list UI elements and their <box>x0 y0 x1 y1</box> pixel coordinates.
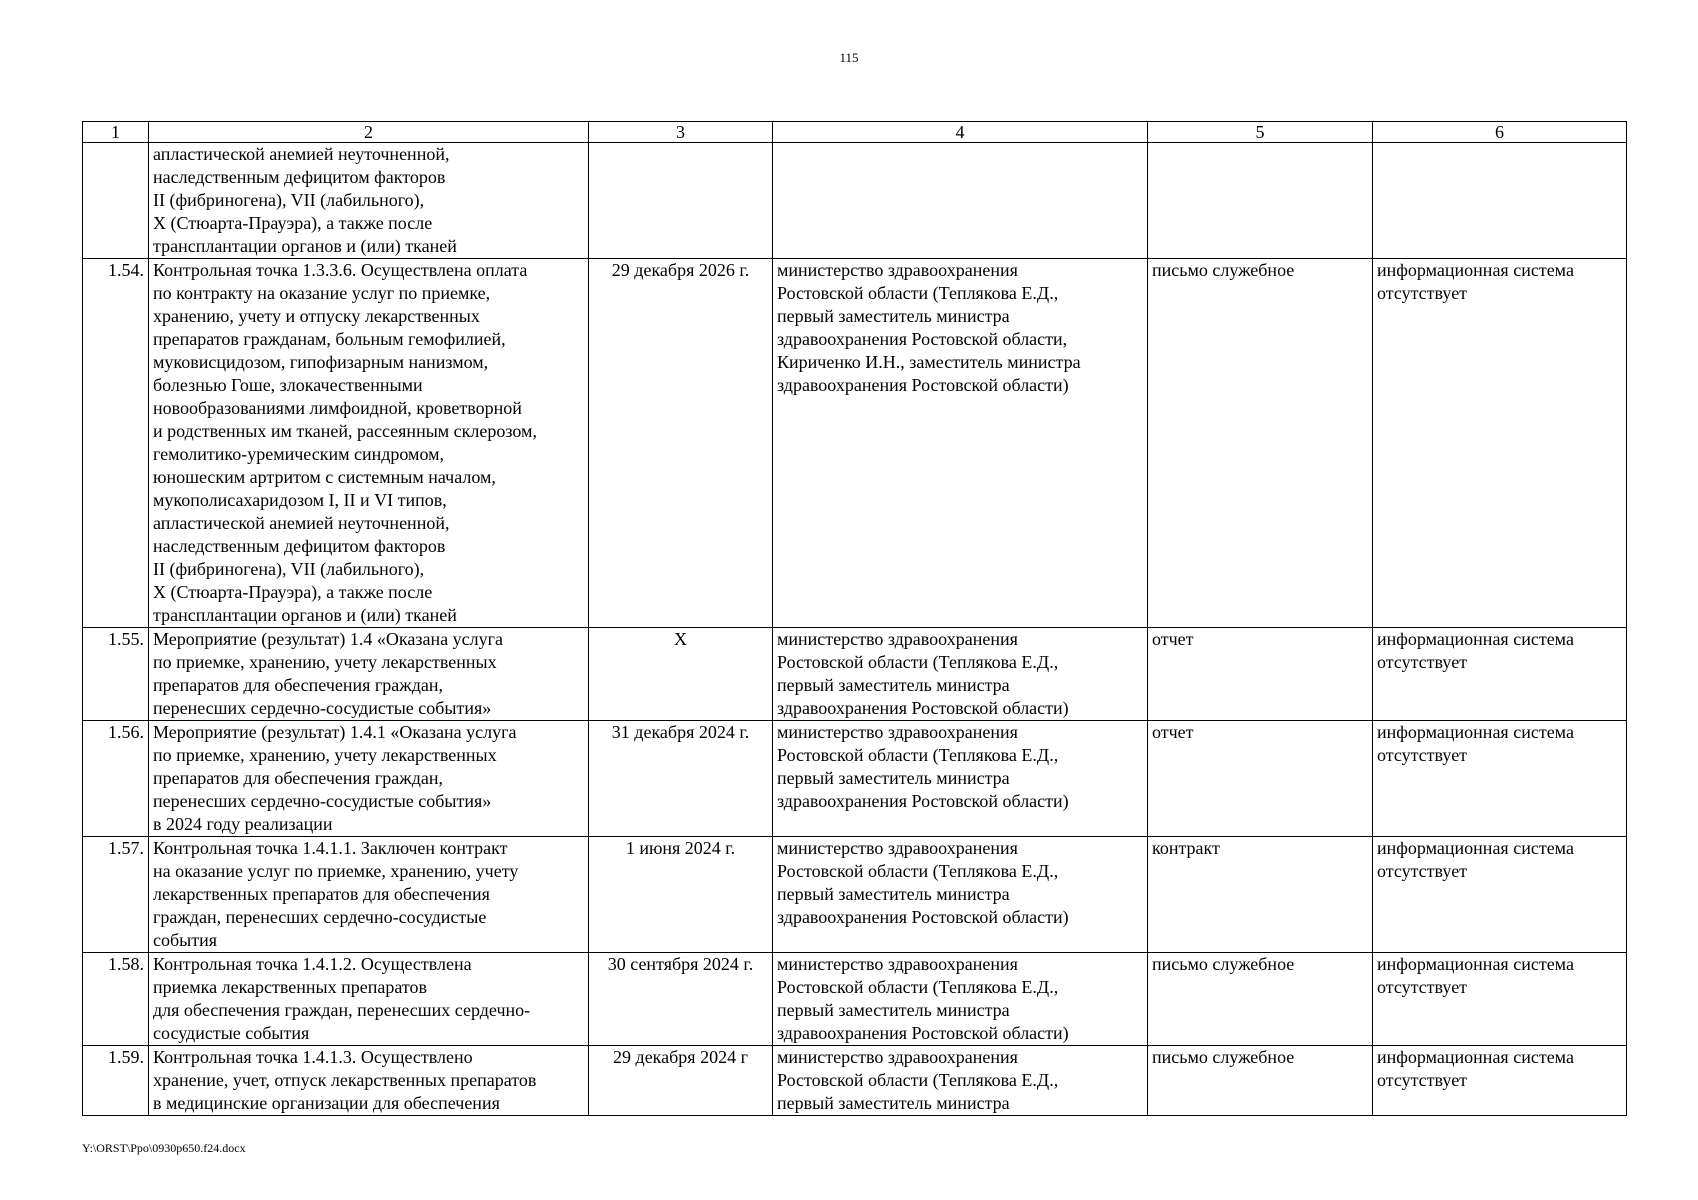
row-description-line: Мероприятие (результат) 1.4 «Оказана услуга <box>153 629 503 649</box>
header-row <box>83 122 1627 143</box>
row-description-line: в 2024 году реализации <box>153 814 333 834</box>
row-responsible <box>773 143 1148 259</box>
row-responsible-line: министерство здравоохранения <box>777 838 1018 858</box>
row-responsible-line: первый заместитель министра <box>777 884 1010 904</box>
row-info-system-line: информационная система <box>1377 629 1574 649</box>
row-number: 1.58. <box>83 953 149 1046</box>
row-description-line: гемолитико-уремическим синдромом, <box>153 444 444 464</box>
row-description <box>149 837 589 953</box>
row-description-line: Контрольная точка 1.4.1.3. Осуществлено <box>153 1047 473 1067</box>
row-responsible <box>773 721 1148 837</box>
row-document-type: контракт <box>1148 837 1373 953</box>
row-description-line: Контрольная точка 1.4.1.1. Заключен контракт <box>153 838 508 858</box>
row-info-system-line: отсутствует <box>1377 652 1468 672</box>
row-description-line: лекарственных препаратов для обеспечения <box>153 884 490 904</box>
row-responsible-line: министерство здравоохранения <box>777 722 1018 742</box>
row-description-line: апластической анемией неуточненной, <box>153 513 450 533</box>
row-description-line: апластической анемией неуточненной, <box>153 144 450 164</box>
row-description <box>149 953 589 1046</box>
row-responsible-line: здравоохранения Ростовской области) <box>777 1023 1069 1043</box>
control-points-table <box>82 121 1627 1116</box>
row-responsible-line: министерство здравоохранения <box>777 1047 1018 1067</box>
row-description-line: перенесших сердечно-сосудистые события» <box>153 698 492 718</box>
row-deadline <box>589 143 773 259</box>
row-description-line: юношеским артритом с системным началом, <box>153 467 496 487</box>
row-description <box>149 721 589 837</box>
table-row <box>83 628 1627 721</box>
row-responsible-line: первый заместитель министра <box>777 1000 1010 1020</box>
row-document-type: письмо служебное <box>1148 953 1373 1046</box>
row-description-line: приемка лекарственных препаратов <box>153 977 428 997</box>
row-responsible-line: Ростовской области (Теплякова Е.Д., <box>777 283 1059 303</box>
row-description-line: по контракту на оказание услуг по приемке, <box>153 283 491 303</box>
row-deadline: 1 июня 2024 г. <box>589 837 773 953</box>
page-number: 115 <box>839 50 859 65</box>
row-description-line: новообразованиями лимфоидной, кроветворной <box>153 398 522 418</box>
row-responsible-line: первый заместитель министра <box>777 675 1010 695</box>
row-responsible-line: Ростовской области (Теплякова Е.Д., <box>777 861 1059 881</box>
row-description <box>149 259 589 628</box>
row-description-line: препаратов для обеспечения граждан, <box>153 768 444 788</box>
row-info-system-line: информационная система <box>1377 722 1574 742</box>
row-info-system <box>1373 143 1627 259</box>
row-description <box>149 143 589 259</box>
header-cell-3: 3 <box>589 122 773 143</box>
row-info-system-line: информационная система <box>1377 1047 1574 1067</box>
table-row <box>83 953 1627 1046</box>
row-responsible-line: здравоохранения Ростовской области) <box>777 698 1069 718</box>
row-description-line: Контрольная точка 1.3.3.6. Осуществлена оплата <box>153 260 528 280</box>
row-number: 1.56. <box>83 721 149 837</box>
row-document-type <box>1148 143 1373 259</box>
table-row <box>83 837 1627 953</box>
row-number <box>83 143 149 259</box>
row-description <box>149 1046 589 1116</box>
row-deadline: 29 декабря 2026 г. <box>589 259 773 628</box>
row-responsible-line: министерство здравоохранения <box>777 260 1018 280</box>
row-responsible <box>773 259 1148 628</box>
file-path-footer: Y:\ORST\Ppo\0930p650.f24.docx <box>82 1141 246 1155</box>
row-number: 1.57. <box>83 837 149 953</box>
row-description-line: II (фибриногена), VII (лабильного), <box>153 190 425 210</box>
row-responsible-line: первый заместитель министра <box>777 768 1010 788</box>
row-description-line: и родственных им тканей, рассеянным склерозом, <box>153 421 537 441</box>
row-description-line: граждан, перенесших сердечно-сосудистые <box>153 907 487 927</box>
table-row <box>83 1046 1627 1116</box>
row-deadline: 29 декабря 2024 г <box>589 1046 773 1116</box>
row-description-line: Мероприятие (результат) 1.4.1 «Оказана услуга <box>153 722 517 742</box>
row-deadline: 31 декабря 2024 г. <box>589 721 773 837</box>
row-description-line: по приемке, хранению, учету лекарственных <box>153 652 497 672</box>
row-description-line: Контрольная точка 1.4.1.2. Осуществлена <box>153 954 472 974</box>
row-description-line: мукополисахаридозом I, II и VI типов, <box>153 490 447 510</box>
row-number: 1.55. <box>83 628 149 721</box>
row-description-line: хранение, учет, отпуск лекарственных препаратов <box>153 1070 537 1090</box>
row-info-system <box>1373 721 1627 837</box>
table-row <box>83 259 1627 628</box>
row-responsible-line: первый заместитель министра <box>777 306 1010 326</box>
row-description-line: трансплантации органов и (или) тканей <box>153 236 457 256</box>
row-description-line: по приемке, хранению, учету лекарственных <box>153 745 497 765</box>
row-responsible <box>773 1046 1148 1116</box>
header-cell-5: 5 <box>1148 122 1373 143</box>
row-responsible-line: здравоохранения Ростовской области, <box>777 329 1068 349</box>
row-responsible <box>773 837 1148 953</box>
row-responsible-line: министерство здравоохранения <box>777 629 1018 649</box>
row-responsible <box>773 953 1148 1046</box>
row-description-line: сосудистые события <box>153 1023 310 1043</box>
row-description-line: препаратов для обеспечения граждан, <box>153 675 444 695</box>
row-info-system <box>1373 628 1627 721</box>
row-description-line: для обеспечения граждан, перенесших сердечно- <box>153 1000 531 1020</box>
row-description-line: в медицинские организации для обеспечения <box>153 1093 500 1113</box>
row-info-system-line: отсутствует <box>1377 283 1468 303</box>
header-cell-1: 1 <box>83 122 149 143</box>
row-document-type: письмо служебное <box>1148 259 1373 628</box>
row-responsible <box>773 628 1148 721</box>
row-description-line: перенесших сердечно-сосудистые события» <box>153 791 492 811</box>
header-cell-6: 6 <box>1373 122 1627 143</box>
row-info-system-line: информационная система <box>1377 260 1574 280</box>
row-description-line: II (фибриногена), VII (лабильного), <box>153 559 425 579</box>
row-deadline: 30 сентября 2024 г. <box>589 953 773 1046</box>
row-info-system-line: отсутствует <box>1377 977 1468 997</box>
row-info-system-line: отсутствует <box>1377 861 1468 881</box>
row-info-system-line: отсутствует <box>1377 1070 1468 1090</box>
row-info-system-line: информационная система <box>1377 838 1574 858</box>
row-number: 1.54. <box>83 259 149 628</box>
row-deadline: X <box>589 628 773 721</box>
header-cell-2: 2 <box>149 122 589 143</box>
row-description-line: X (Стюарта-Прауэра), а также после <box>153 582 433 602</box>
row-info-system-line: информационная система <box>1377 954 1574 974</box>
row-responsible-line: Ростовской области (Теплякова Е.Д., <box>777 745 1059 765</box>
row-info-system <box>1373 953 1627 1046</box>
row-description-line: на оказание услуг по приемке, хранению, учету <box>153 861 519 881</box>
row-info-system <box>1373 1046 1627 1116</box>
row-info-system <box>1373 259 1627 628</box>
row-description-line: наследственным дефицитом факторов <box>153 167 446 187</box>
row-responsible-line: Ростовской области (Теплякова Е.Д., <box>777 652 1059 672</box>
row-info-system <box>1373 837 1627 953</box>
row-info-system-line: отсутствует <box>1377 745 1468 765</box>
row-document-type: отчет <box>1148 721 1373 837</box>
table-row <box>83 143 1627 259</box>
row-description-line: трансплантации органов и (или) тканей <box>153 605 457 625</box>
row-description-line: болезнью Гоше, злокачественными <box>153 375 423 395</box>
row-responsible-line: здравоохранения Ростовской области) <box>777 375 1069 395</box>
table-row <box>83 721 1627 837</box>
row-responsible-line: министерство здравоохранения <box>777 954 1018 974</box>
row-responsible-line: Кириченко И.Н., заместитель министра <box>777 352 1081 372</box>
row-number: 1.59. <box>83 1046 149 1116</box>
row-description-line: наследственным дефицитом факторов <box>153 536 446 556</box>
row-responsible-line: Ростовской области (Теплякова Е.Д., <box>777 1070 1059 1090</box>
row-responsible-line: Ростовской области (Теплякова Е.Д., <box>777 977 1059 997</box>
row-description-line: X (Стюарта-Прауэра), а также после <box>153 213 433 233</box>
row-description-line: хранению, учету и отпуску лекарственных <box>153 306 480 326</box>
row-description-line: муковисцидозом, гипофизарным нанизмом, <box>153 352 489 372</box>
row-document-type: письмо служебное <box>1148 1046 1373 1116</box>
row-responsible-line: здравоохранения Ростовской области) <box>777 791 1069 811</box>
row-responsible-line: первый заместитель министра <box>777 1093 1010 1113</box>
row-description <box>149 628 589 721</box>
row-responsible-line: здравоохранения Ростовской области) <box>777 907 1069 927</box>
header-cell-4: 4 <box>773 122 1148 143</box>
row-document-type: отчет <box>1148 628 1373 721</box>
row-description-line: препаратов гражданам, больным гемофилией, <box>153 329 506 349</box>
row-description-line: события <box>153 930 218 950</box>
